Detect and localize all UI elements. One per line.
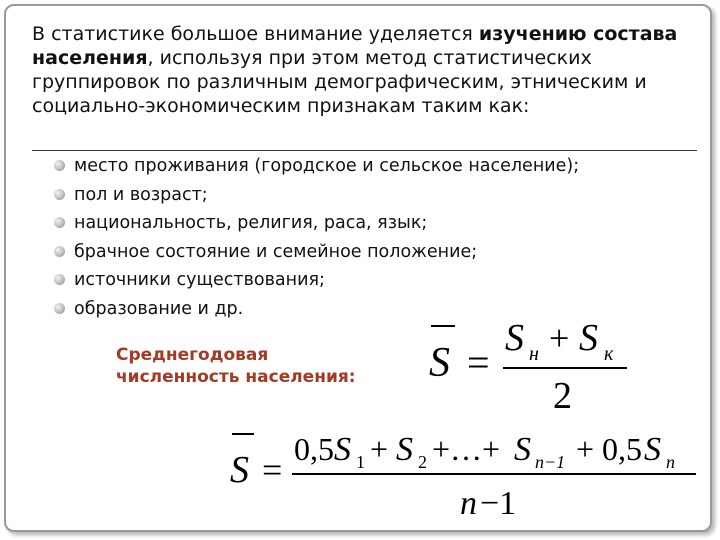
bullet-list [54, 152, 579, 323]
divider-line [32, 150, 697, 151]
formula-chrono-svg [224, 420, 704, 524]
bullet-icon [54, 303, 65, 314]
formula-lhs: S [429, 340, 450, 386]
list-item [54, 152, 579, 181]
list-item [54, 209, 579, 238]
list-item-text: брачное состояние и семейное положение; [74, 241, 478, 262]
caption-line-2: численность населения: [116, 367, 356, 387]
intro-text-end: , используя при этом метод статистических группировок по различным демографическим, этническим и социально-экономическим признакам таким как: [32, 47, 647, 117]
sub-1: 1 [356, 452, 365, 472]
formula-caption [116, 344, 396, 388]
numerator-s1: S [505, 317, 524, 359]
coef-0-5-last: 0,5 [602, 431, 642, 467]
denominator-minus-1: −1 [480, 485, 517, 522]
list-item-text: место проживания (городское и сельское население); [74, 156, 580, 176]
sub-n: n [666, 452, 675, 472]
term-sn-1: S [514, 431, 531, 468]
bullet-icon [54, 189, 65, 200]
bullet-icon [54, 217, 65, 228]
bullet-icon [54, 246, 65, 257]
plus-2: + [576, 431, 595, 467]
list-item-text: пол и возраст; [74, 184, 208, 205]
coef-0-5-first: 0,5 [294, 431, 334, 467]
numerator-plus: + [549, 318, 570, 358]
formula-simple-svg [421, 304, 635, 418]
denominator-2: 2 [553, 375, 572, 417]
formula-lhs: S [230, 449, 249, 491]
numerator-sub-k: к [604, 343, 614, 365]
list-item [54, 181, 579, 210]
intro-bold-phrase: изучению состава населения [32, 23, 678, 69]
term-s1: S [334, 431, 351, 468]
numerator-sub-n: н [529, 343, 539, 365]
bullet-icon [54, 160, 65, 171]
plus-dots: +…+ [432, 431, 501, 467]
formula-chronological-average [224, 420, 704, 524]
formula-equals: = [467, 340, 490, 385]
denominator-n: n [460, 485, 477, 522]
intro-text-start: В статистике большое внимание уделяется [32, 23, 479, 45]
formula-simple-average [421, 304, 635, 418]
sub-2: 2 [418, 452, 427, 472]
formula-equals: = [262, 450, 283, 490]
term-sn: S [644, 431, 661, 468]
list-item-text: образование и др. [74, 298, 244, 319]
list-item [54, 238, 579, 267]
numerator-s2: S [579, 317, 598, 359]
list-item-text: национальность, религия, раса, язык; [74, 213, 428, 233]
list-item-text: источники существования; [74, 270, 325, 290]
term-s2: S [396, 431, 413, 468]
intro-paragraph [32, 22, 696, 118]
list-item [54, 266, 579, 295]
plus-1: + [370, 431, 389, 467]
sub-n-1: n−1 [535, 452, 566, 472]
bullet-icon [54, 274, 65, 285]
caption-line-1: Среднегодовая [116, 345, 269, 365]
